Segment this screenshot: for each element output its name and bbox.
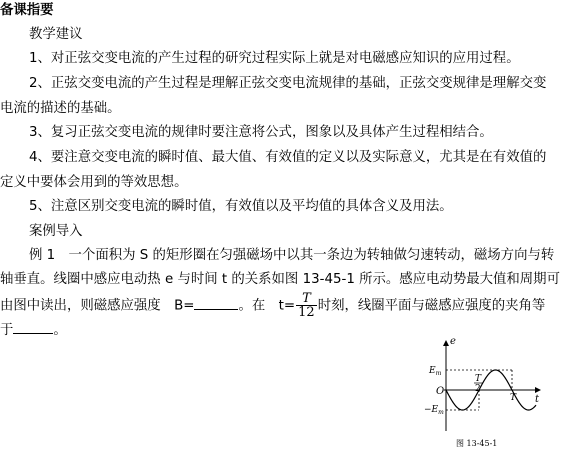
example-line-1: 例 1 一个面积为 S 的矩形圈在匀强磁场中以其一条边为转轴做匀速转动，磁场方向与转 [29, 248, 555, 263]
answer-blank-angle [13, 321, 53, 334]
emf-sine-graph [420, 335, 550, 449]
x-axis-label: t [535, 394, 540, 405]
answer-blank-b [194, 297, 238, 310]
fraction-numerator: T [296, 292, 317, 306]
example-line-3-a: 由图中读出，则磁感应强度 B= [0, 298, 195, 314]
page-header: 备课指要 [0, 3, 54, 18]
example-line-3 [0, 292, 545, 319]
advice-item-5: 5、注意区别交变电流的瞬时值，有效值以及平均值的具体含义及用法。 [29, 199, 453, 214]
figure-caption: 图 13-45-1 [456, 439, 498, 448]
example-line-2: 轴垂直。线圈中感应电动热 e 与时间 t 的关系如图 13-45-1 所示。感应电动势最大值和周期可 [0, 272, 560, 287]
advice-item-4-cont: 定义中要体会用到的等效思想。 [0, 175, 188, 190]
advice-item-3: 3、复习正弦交变电流的规律时要注意将公式，图象以及具体产生过程相结合。 [29, 125, 493, 140]
advice-item-2: 2、正弦交变电流的产生过程是理解正弦交变电流规律的基础，正弦交变规律是理解交变 [29, 76, 547, 91]
neg-max-label: $-E_m$ [424, 405, 444, 416]
fraction-denominator: 12 [298, 305, 315, 320]
half-period-numerator: T [475, 374, 482, 384]
section-title-teaching-advice: 教学建议 [29, 27, 83, 42]
example-line-3-b: 。在 t= [238, 298, 296, 314]
example-line-4-end: 。 [53, 323, 67, 338]
advice-item-2-cont: 电流的描述的基础。 [0, 101, 121, 116]
example-line-4-a: 于 [0, 323, 14, 338]
example-line-3-c: 时刻，线圈平面与磁感应强度的夹角等 [317, 298, 546, 314]
origin-label: O [436, 386, 445, 397]
half-period-denominator: 2 [475, 384, 481, 394]
pos-max-label: $E_m$ [429, 366, 442, 377]
advice-item-4: 4、要注意交变电流的瞬时值、最大值、有效值的定义以及实际意义，尤其是在有效值的 [29, 150, 547, 165]
example-line-4 [0, 321, 67, 339]
period-label: T [510, 393, 517, 403]
advice-item-1: 1、对正弦交变电流的产生过程的研究过程实际上就是对电磁感应知识的应用过程。 [29, 51, 520, 66]
y-axis-label: e [450, 336, 456, 347]
section-title-case-intro: 案例导入 [29, 224, 83, 239]
fraction-t-over-12 [296, 292, 317, 319]
